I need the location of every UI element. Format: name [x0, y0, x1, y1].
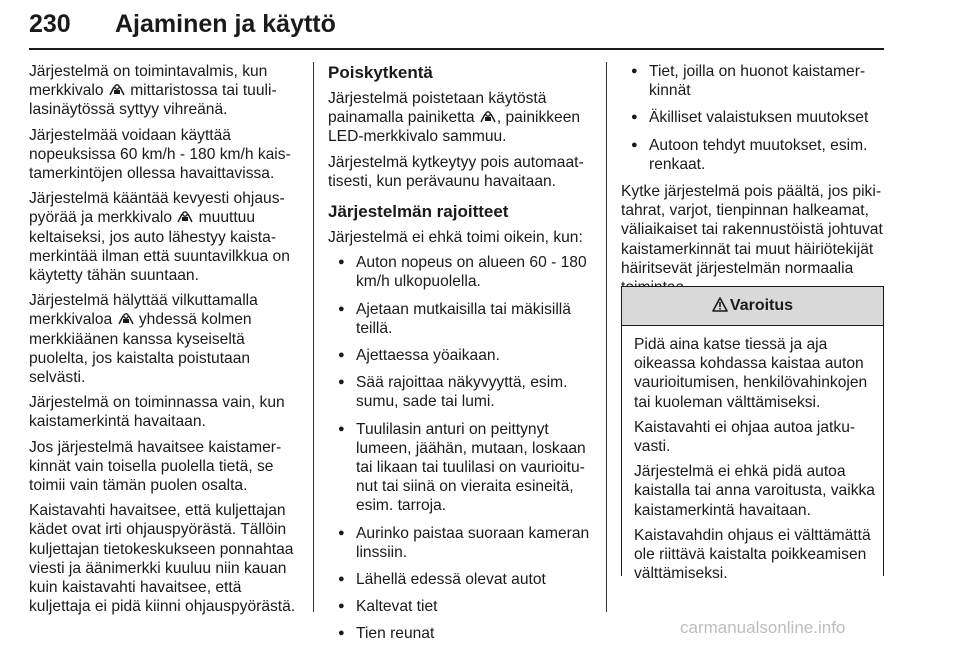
paragraph: Kytke järjestelmä pois päältä, jos pikitahrat, varjot, tienpinnan halkeamat, väliaikaiset tai rakennustöistä johtuvat kaistamerkinnät tai muut häiriötekijät häiritsevät järjestelmän normaalia: [621, 183, 883, 277]
paragraph: Järjestelmä hälyttää vilkuttamalla merkkivaloa yhdessä kolmen merkkiäänen kanssa kyseiseltä puolelta, jos kaistalta poistutaan selvästi.: [29, 292, 258, 387]
paragraph: Järjestelmä ei ehkä pidä autoa kaistalla tai anna varoitusta, vaikka kaistamerkintä havaitaan.: [634, 463, 875, 519]
column-2: [328, 62, 592, 652]
section-heading: Poiskytkentä: [328, 63, 433, 82]
limitations-list-continued: [621, 62, 884, 174]
column-divider-1: [313, 62, 314, 612]
paragraph: Kaistavahti ei ohjaa autoa jatkuvasti.: [634, 418, 856, 456]
list-item: ● Tien reunat: [328, 624, 592, 643]
lane-keep-assist-icon: [117, 313, 135, 325]
watermark: carmanualsonline.info: [680, 618, 846, 637]
paragraph: Järjestelmä kytkeytyy pois automaattisesti, kun perävaunu havaitaan.: [328, 153, 584, 190]
lane-keep-assist-icon: [479, 111, 497, 123]
warning-box: [621, 286, 884, 583]
paragraph: Järjestelmää voidaan käyttää nopeuksissa 60 km/h - 180 km/h kaistamerkintöjen ollessa havaittavissa.: [29, 126, 291, 183]
paragraph: Järjestelmä kääntää kevyesti ohjauspyörää ja merkkivalo muuttuu keltaiseksi, jos auto lähestyy kaistamerkintää ilman että suuntavilkkua on käytetty tähän suuntaan.: [29, 190, 290, 285]
paragraph: Järjestelmä on toiminnassa vain, kun kaistamerkintä havaitaan.: [29, 394, 285, 431]
column-divider-2: [606, 62, 607, 612]
column-1: [29, 62, 299, 622]
paragraph: Jos järjestelmä havaitsee kaistamerkinnät vain toisella puolella tietä, se toimii vain tämän puolen osalta.: [29, 438, 282, 495]
limitations-list: [328, 253, 592, 643]
page-number: 230: [29, 10, 71, 38]
page-title: Ajaminen ja käyttö: [115, 10, 336, 38]
lane-keep-assist-icon: [108, 84, 126, 96]
warning-title: Varoitus: [729, 297, 794, 314]
paragraph: Järjestelmä ei ehkä toimi oikein, kun:: [328, 229, 583, 247]
paragraph: Kaistavahti havaitsee, että kuljettajan kädet ovat irti ohjauspyörästä. Tällöin kuljettajan tietokeskukseen ponnahtaa viesti ja äänimerkki kuuluu niin kauan kuin kaistavahti havaitsee, että kuljettaja ei pidä kiinni ohjauspyörästä.: [29, 502, 296, 616]
list-item: ● Kaltevat tiet: [328, 597, 592, 616]
list-item: ● Tiet, joilla on huonot kaistamerkinnät: [621, 62, 884, 100]
warning-body: [621, 325, 884, 583]
list-item: ● Lähellä edessä olevat autot: [328, 570, 592, 589]
warning-triangle-icon: [712, 297, 728, 312]
paragraph: Järjestelmä on toimintavalmis, kun merkkivalo mittaristossa tai tuulilasinäytössä syttyy vihreänä.: [29, 63, 277, 119]
list-item: ● Sää rajoittaa näkyvyyttä, esim. sumu, sade tai lumi.: [328, 373, 592, 411]
list-item: ● Ajetaan mutkaisilla tai mäkisillä teillä.: [328, 300, 592, 338]
header-rule: [29, 48, 884, 50]
list-item: ● Tuulilasin anturi on peittynyt lumeen, jäähän, mutaan, loskaan tai likaan tai tuulilasi on vaurioitunut tai siinä on vieraita esineitä, esim. tarroja.: [328, 420, 592, 516]
warning-header: [621, 286, 884, 326]
paragraph: Kaistavahdin ohjaus ei välttämättä ole riittävä kaistalta poikkeamisen välttämiseksi.: [634, 526, 871, 583]
column-3: [621, 62, 884, 303]
list-item: ● Autoon tehdyt muutokset, esim. renkaat.: [621, 136, 884, 174]
list-item: ● Ajettaessa yöaikaan.: [328, 346, 592, 365]
paragraph: Järjestelmä poistetaan käytöstä painamalla painiketta , painikkeen LED-merkkivalo sammuu.: [328, 90, 581, 146]
paragraph: Pidä aina katse tiessä ja aja oikeassa kohdassa kaistaa auton vaurioitumisen, henkilövahinkojen tai kuoleman välttämiseksi.: [634, 336, 868, 411]
lane-keep-assist-icon: [176, 211, 194, 223]
page-header: [29, 8, 884, 48]
list-item: ● Auton nopeus on alueen 60 - 180 km/h ulkopuolella.: [328, 253, 592, 291]
list-item: ● Äkilliset valaistuksen muutokset: [621, 108, 884, 127]
section-heading: Järjestelmän rajoitteet: [328, 202, 509, 222]
list-item: ● Aurinko paistaa suoraan kameran linssiin.: [328, 524, 592, 562]
